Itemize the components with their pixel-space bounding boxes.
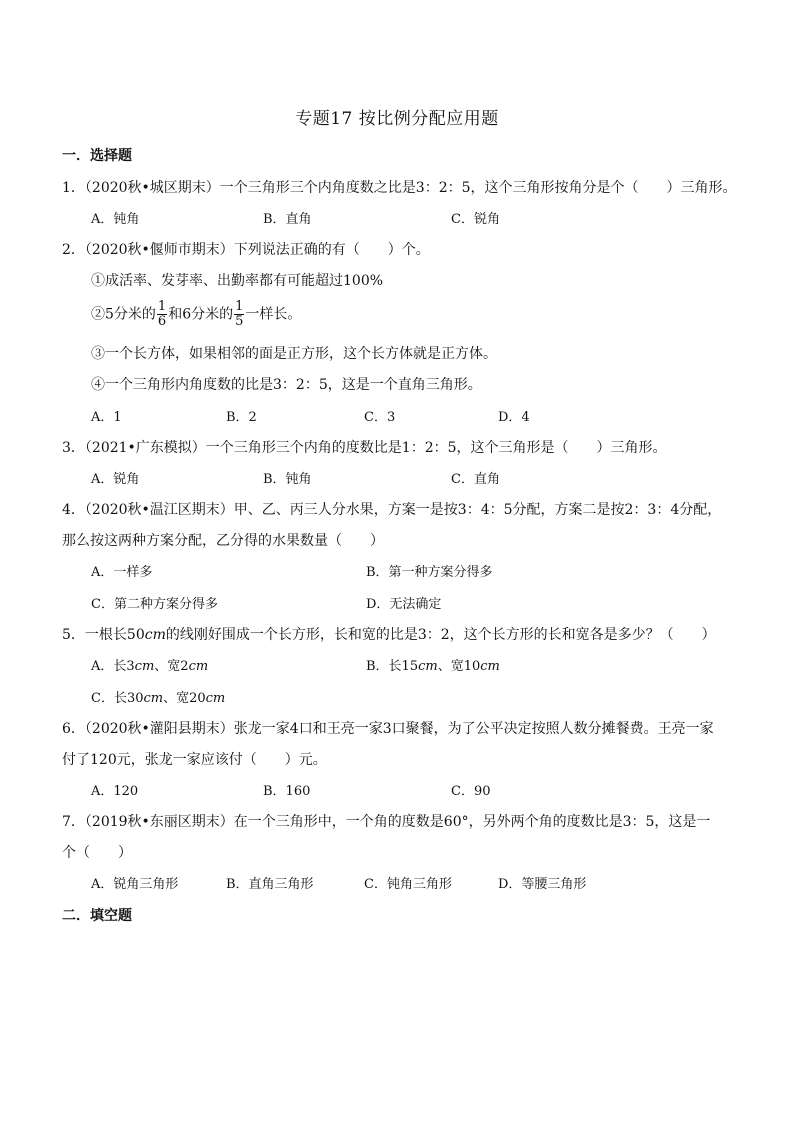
q5-pre: 5．一根长50 <box>62 627 145 643</box>
question-6-text-line1: 6．（2020秋•灌阳县期末）张龙一家4口和王亮一家3口聚餐，为了公平决定按照人数分摊餐费。王亮一家 <box>62 721 714 737</box>
question-2-text: 2．（2020秋•偃师市期末）下列说法正确的有（ ）个。 <box>62 242 430 258</box>
fraction-one-sixth <box>157 300 167 329</box>
q7-option-c: C．钝角三角形 <box>364 877 452 892</box>
q5-unit: cm <box>144 627 166 643</box>
q5-option-c <box>91 687 225 706</box>
q2-s2-post: 一样长。 <box>245 306 302 323</box>
q5-option-c-unit1: cm <box>143 691 164 706</box>
q5-option-c-part2: 、宽20 <box>163 691 206 706</box>
q2-s2-mid: 和6分米的 <box>168 306 234 323</box>
q3-option-b: B．钝角 <box>263 472 312 487</box>
q1-option-a: A．钝角 <box>91 212 140 227</box>
q6-option-a: A．120 <box>91 784 139 799</box>
q5-option-a-part2: 、宽2 <box>154 659 189 674</box>
fraction-numerator: 1 <box>157 299 167 314</box>
q2-statement-1: ①成活率、发芽率、出勤率都有可能超过100% <box>91 273 384 289</box>
question-7-text-line1: 7．（2019秋•东丽区期末）在一个三角形中，一个角的度数是60°，另外两个角的度数比是3：5，这是一 <box>62 814 711 830</box>
question-4-text-line2: 那么按这两种方案分配，乙分得的水果数量（ ） <box>62 533 384 549</box>
q2-statement-3: ③一个长方体，如果相邻的面是正方形，这个长方体就是正方体。 <box>91 346 497 362</box>
section-heading-fill-blank: 二．填空题 <box>62 908 132 924</box>
question-6-text-line2: 付了120元，张龙一家应该付（ ）元。 <box>62 752 327 768</box>
q5-post: 的线刚好围成一个长方形，长和宽的比是3：2，这个长方形的长和宽各是多少？（ ） <box>165 627 716 643</box>
question-7-text-line2: 个（ ） <box>62 845 132 861</box>
q2-option-d: D．4 <box>498 410 530 425</box>
q5-option-a-unit2: cm <box>188 659 209 674</box>
fraction-numerator: 1 <box>235 299 244 314</box>
q4-option-d: D．无法确定 <box>366 597 442 612</box>
q5-option-c-part1: C．长30 <box>91 691 144 706</box>
section-heading-choice: 一．选择题 <box>62 148 132 164</box>
q3-option-c: C．直角 <box>451 472 500 487</box>
q2-option-c: C．3 <box>364 410 396 425</box>
q5-option-b-part1: B．长15 <box>366 659 419 674</box>
question-5-text <box>62 624 716 644</box>
page-title: 专题17 按比例分配应用题 <box>295 109 499 129</box>
q4-option-c: C．第二种方案分得多 <box>91 597 218 612</box>
q2-statement-2 <box>91 300 301 329</box>
q5-option-b <box>366 655 500 674</box>
q3-option-a: A．锐角 <box>91 472 140 487</box>
q6-option-b: B．160 <box>263 784 311 799</box>
question-1-text: 1．（2020秋•城区期末）一个三角形三个内角度数之比是3：2：5，这个三角形按角分是个（ ）三角形。 <box>62 180 737 196</box>
q2-statement-4: ④一个三角形内角度数的比是3：2：5，这是一个直角三角形。 <box>91 377 482 393</box>
q2-option-a: A．1 <box>91 410 122 425</box>
q4-option-a: A．一样多 <box>91 565 153 580</box>
q2-s2-pre: ②5分米的 <box>91 306 156 323</box>
q7-option-a: A．锐角三角形 <box>91 877 179 892</box>
fraction-one-fifth <box>234 300 244 329</box>
q7-option-b: B．直角三角形 <box>226 877 314 892</box>
q5-option-b-unit1: cm <box>418 659 438 674</box>
q5-option-a <box>91 655 208 674</box>
q7-option-d: D．等腰三角形 <box>498 877 587 892</box>
q2-option-b: B．2 <box>226 410 257 425</box>
question-4-text-line1: 4．（2020秋•温江区期末）甲、乙、丙三人分水果，方案一是按3：4：5分配，方案二是按2：3：4分配， <box>62 502 722 518</box>
q5-option-b-part2: 、宽10 <box>437 659 481 674</box>
q5-option-a-unit1: cm <box>134 659 155 674</box>
question-3-text: 3．（2021•广东模拟）一个三角形三个内角的度数比是1：2：5，这个三角形是（ ）三角形。 <box>62 440 667 456</box>
q4-option-b: B．第一种方案分得多 <box>366 565 493 580</box>
q5-option-a-part1: A．长3 <box>91 659 135 674</box>
q6-option-c: C．90 <box>451 784 491 799</box>
q5-option-b-unit2: cm <box>480 659 500 674</box>
fraction-denominator: 6 <box>157 314 167 329</box>
q1-option-b: B．直角 <box>263 212 312 227</box>
q1-option-c: C．锐角 <box>451 212 500 227</box>
q5-option-c-unit2: cm <box>205 691 226 706</box>
fraction-denominator: 5 <box>235 314 244 329</box>
